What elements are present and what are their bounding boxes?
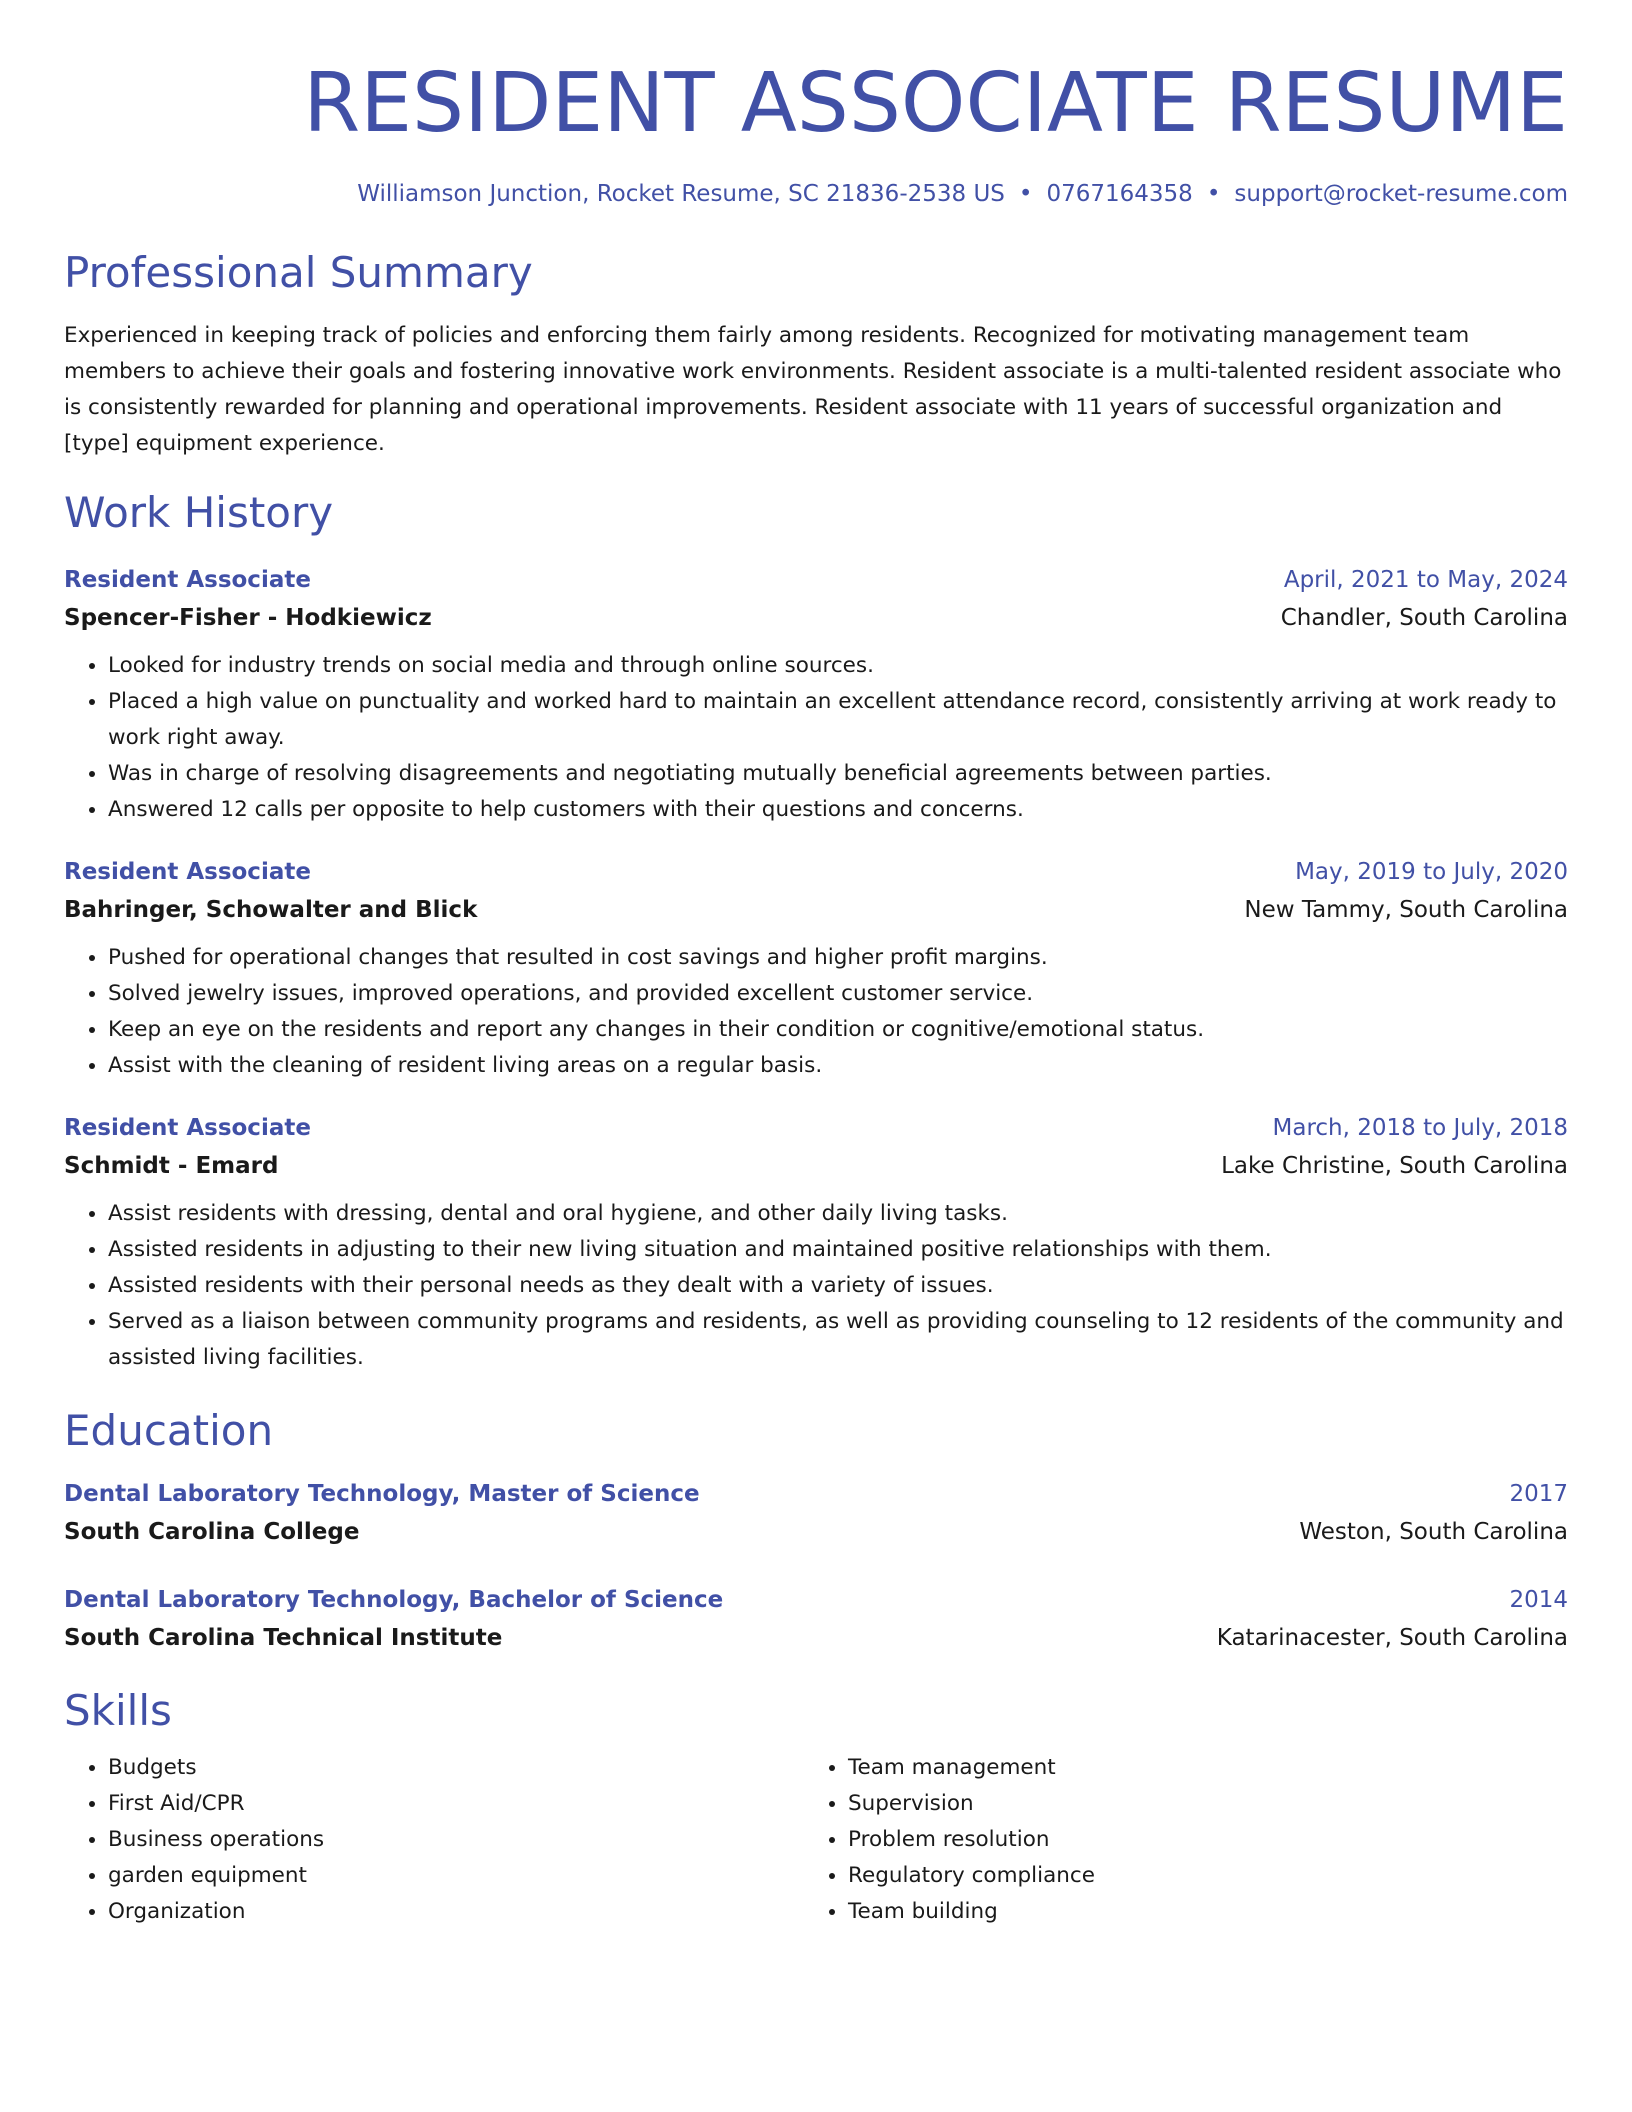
job-title: Resident Associate [64,1115,311,1141]
resume-title: RESIDENT ASSOCIATE RESUME [303,56,1568,151]
skills-column-left [64,1750,804,1930]
skill-item: • Budgets [108,1750,804,1786]
contact-address: Williamson Junction, Rocket Resume, SC 21836-2538 US [357,181,1005,207]
job-bullet: • Looked for industry trends on social media and through online sources. [108,648,1568,684]
job-entry [64,562,1568,828]
education-year: 2017 [1509,1481,1568,1507]
section-heading-skills: Skills [64,1686,172,1735]
education-entry [64,1582,1568,1658]
job-company-row [64,890,1568,930]
education-location: Katarinacester, South Carolina [1216,1625,1568,1651]
job-bullet: • Assisted residents with their personal needs as they dealt with a variety of issues. [108,1268,1568,1304]
job-location: New Tammy, South Carolina [1244,897,1568,923]
education-school: South Carolina Technical Institute [64,1625,503,1651]
job-bullet: • Assist residents with dressing, dental and oral hygiene, and other daily living tasks. [108,1196,1568,1232]
summary-text: Experienced in keeping track of policies and enforcing them fairly among residents. Recognized for motivating management team members to achieve their goals and fostering innovative work environments. Resident associate is a multi-talented resident associate who is consistently rewarded for planning and operational improvements. Resident associate with 11 years of successful organization and [type] equipment experience. [64,323,1562,456]
job-company: Spencer-Fisher - Hodkiewicz [64,605,432,631]
education-entry [64,1476,1568,1552]
job-location: Chandler, South Carolina [1280,605,1568,631]
section-heading-education: Education [64,1406,274,1455]
job-bullet: • Was in charge of resolving disagreements and negotiating mutually beneficial agreements between parties. [108,756,1568,792]
contact-separator: • [1018,181,1033,207]
job-company: Bahringer, Schowalter and Blick [64,897,478,923]
contact-email[interactable]: support@rocket-resume.com [1234,181,1568,207]
job-bullet: • Placed a high value on punctuality and worked hard to maintain an excellent attendance record, consistently arriving at work ready to work right away. [108,684,1568,756]
job-bullets [64,940,1568,1084]
job-header-row [64,854,1568,890]
job-bullet: • Served as a liaison between community programs and residents, as well as providing counseling to 12 residents of the community and assisted living facilities. [108,1304,1568,1376]
job-title: Resident Associate [64,567,311,593]
job-bullet: • Assist with the cleaning of resident living areas on a regular basis. [108,1048,1568,1084]
skill-item: • First Aid/CPR [108,1786,804,1822]
job-dates: March, 2018 to July, 2018 [1272,1115,1568,1141]
section-heading-work: Work History [64,488,334,537]
job-header-row [64,1110,1568,1146]
job-bullet: • Solved jewelry issues, improved operations, and provided excellent customer service. [108,976,1568,1012]
job-company: Schmidt - Emard [64,1153,279,1179]
education-degree: Dental Laboratory Technology, Bachelor of Science [64,1587,724,1613]
education-school: South Carolina College [64,1519,360,1545]
job-header-row [64,562,1568,598]
skill-item: • Supervision [848,1786,1544,1822]
job-bullet: • Answered 12 calls per opposite to help customers with their questions and concerns. [108,792,1568,828]
education-year: 2014 [1509,1587,1568,1613]
job-company-row [64,598,1568,638]
skill-item: • Team building [848,1894,1544,1930]
job-title: Resident Associate [64,859,311,885]
section-heading-summary: Professional Summary [64,248,533,297]
job-bullets [64,648,1568,828]
job-entry [64,854,1568,1084]
education-school-row [64,1618,1568,1658]
skill-item: • Business operations [108,1822,804,1858]
job-bullet: • Pushed for operational changes that resulted in cost savings and higher profit margins. [108,940,1568,976]
skills-grid [64,1750,1568,1930]
education-school-row [64,1512,1568,1552]
skill-item: • Team management [848,1750,1544,1786]
skill-item: • Problem resolution [848,1822,1544,1858]
contact-phone: 0767164358 [1046,181,1193,207]
skills-column-right [804,1750,1544,1930]
contact-separator: • [1206,181,1221,207]
job-dates: April, 2021 to May, 2024 [1283,567,1568,593]
job-company-row [64,1146,1568,1186]
skill-item: • Organization [108,1894,804,1930]
skill-item: • garden equipment [108,1858,804,1894]
education-degree: Dental Laboratory Technology, Master of Science [64,1481,700,1507]
education-header-row [64,1476,1568,1512]
contact-line [64,178,1568,210]
job-bullet: • Keep an eye on the residents and report any changes in their condition or cognitive/emotional status. [108,1012,1568,1048]
job-entry [64,1110,1568,1376]
education-header-row [64,1582,1568,1618]
job-bullet: • Assisted residents in adjusting to their new living situation and maintained positive relationships with them. [108,1232,1568,1268]
education-location: Weston, South Carolina [1299,1519,1568,1545]
job-dates: May, 2019 to July, 2020 [1295,859,1568,885]
job-location: Lake Christine, South Carolina [1221,1153,1568,1179]
skill-item: • Regulatory compliance [848,1858,1544,1894]
job-bullets [64,1196,1568,1376]
